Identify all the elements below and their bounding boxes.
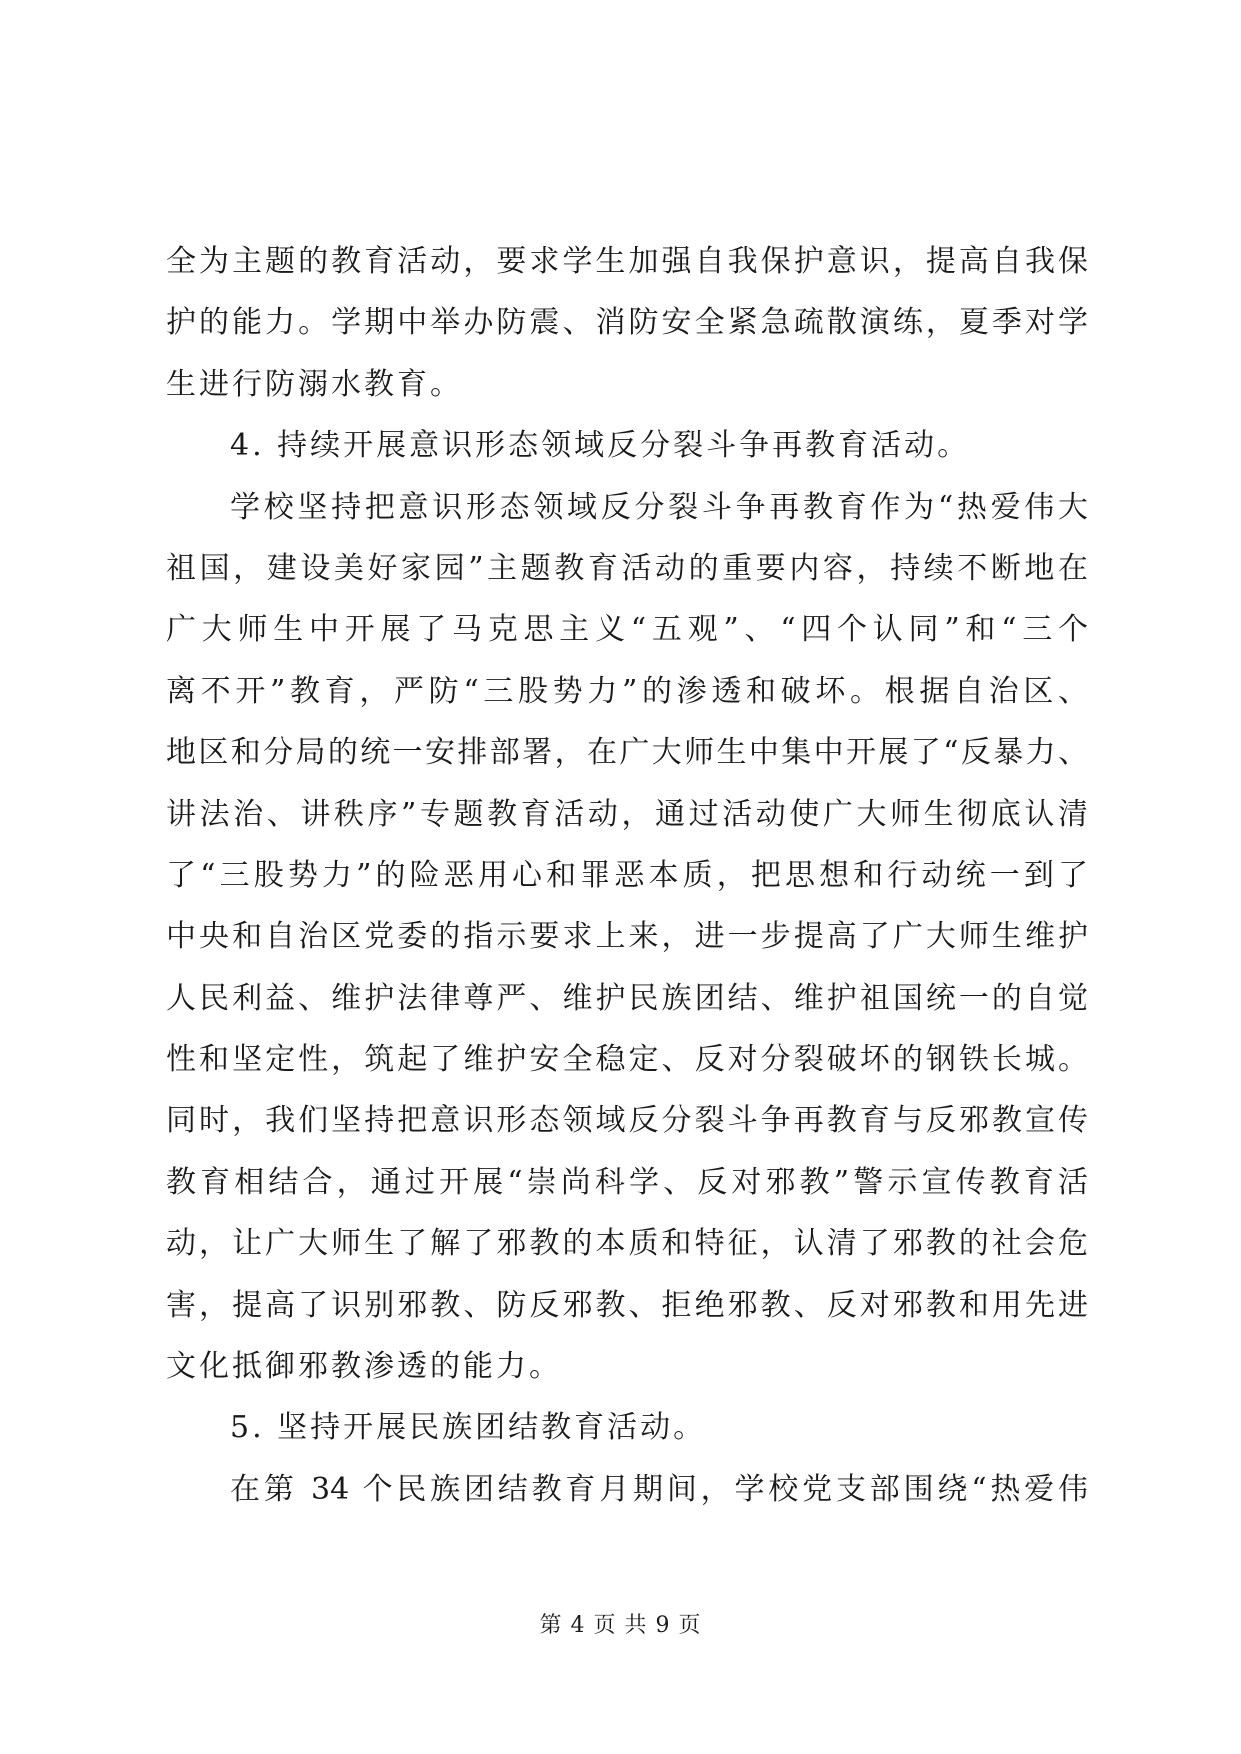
text-line: 学校坚持把意识形态领域反分裂斗争再教育作为“热爱伟大 (230, 489, 1088, 525)
text-line: 离不开”教育，严防“三股势力”的渗透和破坏。根据自治区、 (166, 673, 1088, 709)
text-line: 人民利益、维护法律尊严、维护民族团结、维护祖国统一的自觉 (166, 980, 1088, 1016)
page-number-footer: 第 4 页 共 9 页 (539, 1613, 702, 1638)
section-heading: 5. 坚持开展民族团结教育活动。 (230, 1410, 707, 1446)
text-line: 地区和分局的统一安排部署，在广大师生中集中开展了“反暴力、 (166, 735, 1088, 771)
text-line: 文化抵御邪教渗透的能力。 (166, 1349, 562, 1385)
text-line: 同时，我们坚持把意识形态领域反分裂斗争再教育与反邪教宣传 (166, 1103, 1088, 1139)
text-line: 讲法治、讲秩序”专题教育活动，通过活动使广大师生彻底认清 (166, 796, 1088, 832)
text-line: 性和坚定性，筑起了维护安全稳定、反对分裂破坏的钢铁长城。 (166, 1042, 1088, 1078)
text-line: 中央和自治区党委的指示要求上来，进一步提高了广大师生维护 (166, 919, 1088, 955)
text-line: 生进行防溺水教育。 (166, 366, 463, 402)
text-line: 害，提高了识别邪教、防反邪教、拒绝邪教、反对邪教和用先进 (166, 1287, 1088, 1323)
text-line: 教育相结合，通过开展“崇尚科学、反对邪教”警示宣传教育活 (166, 1164, 1088, 1200)
section-heading: 4. 持续开展意识形态领域反分裂斗争再教育活动。 (230, 428, 971, 464)
text-line: 祖国，建设美好家园”主题教育活动的重要内容，持续不断地在 (166, 550, 1088, 586)
body-text (166, 231, 1088, 1520)
text-line: 护的能力。学期中举办防震、消防安全紧急疏散演练，夏季对学 (166, 305, 1088, 341)
text-line: 动，让广大师生了解了邪教的本质和特征，认清了邪教的社会危 (166, 1226, 1088, 1262)
text-line: 在第 34 个民族团结教育月期间，学校党支部围绕“热爱伟 (230, 1471, 1088, 1507)
text-line: 了“三股势力”的险恶用心和罪恶本质，把思想和行动统一到了 (166, 857, 1088, 893)
text-line: 全为主题的教育活动，要求学生加强自我保护意识，提高自我保 (166, 244, 1088, 279)
text-line: 广大师生中开展了马克思主义“五观”、“四个认同”和“三个 (166, 612, 1088, 648)
